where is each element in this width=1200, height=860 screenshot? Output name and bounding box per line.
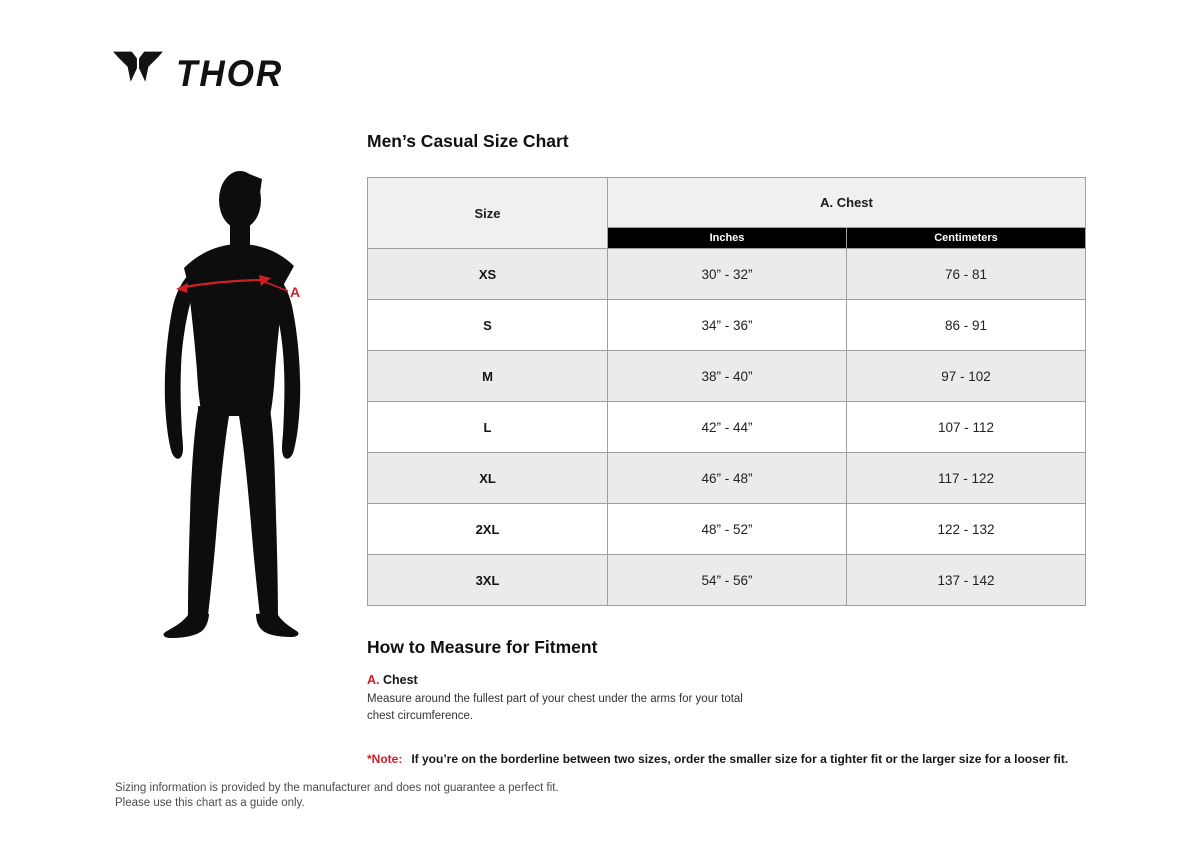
cm-value: 86 - 91 [847,300,1086,351]
how-to-measure-title: How to Measure for Fitment [367,637,598,657]
size-label: M [368,351,608,402]
table-header-row [368,178,1086,228]
measure-item-heading [367,673,749,687]
disclaimer-line-1: Sizing information is provided by the manufacturer and does not guarantee a perfect fit. [115,782,559,794]
size-label: S [368,300,608,351]
centimeters-header: Centimeters [847,228,1086,249]
measure-item-name: Chest [382,673,418,687]
table-row-s [368,300,1086,351]
size-label: 2XL [368,504,608,555]
table-row-l [368,402,1086,453]
inches-header: Inches [608,228,847,249]
inches-value: 48” - 52” [608,504,847,555]
inches-value: 46” - 48” [608,453,847,504]
size-label: XS [368,249,608,300]
size-label: 3XL [368,555,608,606]
size-column-header: Size [368,178,608,249]
brand-wordmark: THOR [176,53,284,94]
thor-horns-icon [112,50,164,98]
measure-item-chest [367,673,749,724]
cm-value: 137 - 142 [847,555,1086,606]
inches-value: 34” - 36” [608,300,847,351]
chest-group-header: A. Chest [608,178,1086,228]
table-row-3xl [368,555,1086,606]
cm-value: 97 - 102 [847,351,1086,402]
disclaimer-line-2: Please use this chart as a guide only. [115,796,305,809]
size-chart-title: Men’s Casual Size Chart [367,131,569,151]
table-row-2xl [368,504,1086,555]
measure-item-key: A. [367,673,380,687]
measurement-figure [148,166,318,644]
measure-item-description: Measure around the fullest part of your chest under the arms for your total chest circumference. [367,693,743,722]
table-row-xs [368,249,1086,300]
brand-logo [112,50,289,98]
cm-value: 76 - 81 [847,249,1086,300]
size-label: XL [368,453,608,504]
table-row-xl [368,453,1086,504]
table-row-m [368,351,1086,402]
male-silhouette-graphic [164,171,301,638]
cm-value: 107 - 112 [847,402,1086,453]
note-text: If you’re on the borderline between two sizes, order the smaller size for a tighter fit or the larger size for a looser fit. [411,752,1069,766]
sizing-disclaimer [115,781,559,810]
cm-value: 117 - 122 [847,453,1086,504]
size-chart-table [367,177,1086,606]
fitment-note [367,752,1068,766]
cm-value: 122 - 132 [847,504,1086,555]
inches-value: 54” - 56” [608,555,847,606]
size-label: L [368,402,608,453]
inches-value: 38” - 40” [608,351,847,402]
inches-value: 42” - 44” [608,402,847,453]
inches-value: 30” - 32” [608,249,847,300]
chest-annotation-label: A [290,284,301,300]
note-label: *Note: [367,752,403,766]
